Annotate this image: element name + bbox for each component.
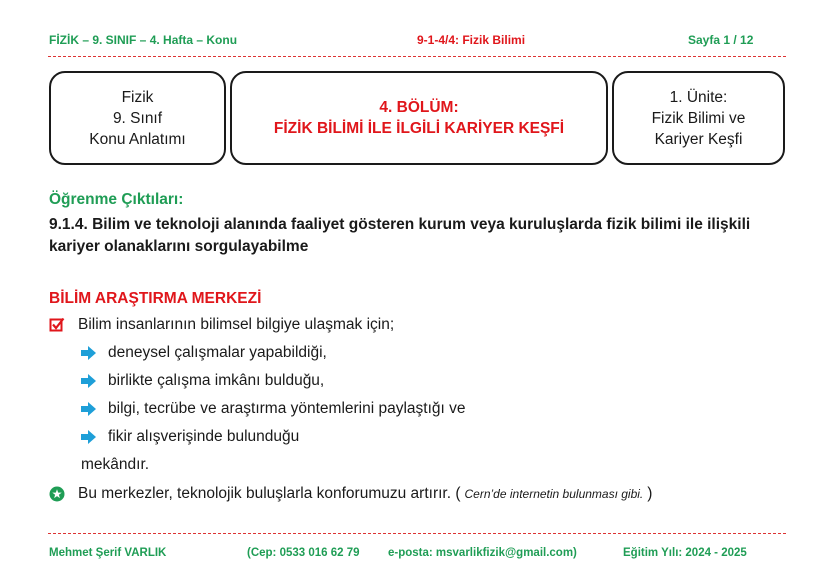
list-item <box>81 372 324 390</box>
point-line <box>49 485 652 503</box>
list-item-text: deneysel çalışmalar yapabildiği, <box>108 344 327 361</box>
course-box <box>49 71 226 165</box>
arrow-right-icon <box>81 346 96 360</box>
header-divider <box>48 56 786 57</box>
unit-name-line2: Kariyer Keşfi <box>654 130 743 148</box>
course-type: Konu Anlatımı <box>89 130 186 148</box>
arrow-right-icon <box>81 430 96 444</box>
unit-number: 1. Ünite: <box>669 88 728 106</box>
list-item-text: bilgi, tecrübe ve araştırma yöntemlerini paylaştığı ve <box>108 400 466 417</box>
unit-box <box>612 71 785 165</box>
star-circle-icon <box>49 486 65 502</box>
section-title: BİLİM ARAŞTIRMA MERKEZİ <box>49 290 262 307</box>
arrow-right-icon <box>81 374 96 388</box>
chapter-number: 4. BÖLÜM: <box>379 99 459 116</box>
chapter-box <box>230 71 608 165</box>
intro-text: Bilim insanlarının bilimsel bilgiye ulaşmak için; <box>78 316 395 333</box>
tail-text: mekândır. <box>81 456 150 473</box>
unit-name-line1: Fizik Bilimi ve <box>651 109 746 127</box>
list-item <box>81 344 327 362</box>
header-center: 9-1-4/4: Fizik Bilimi <box>417 33 526 47</box>
list-item-text: fikir alışverişinde bulunduğu <box>108 428 300 445</box>
footer-author: Mehmet Şerif VARLIK <box>49 547 167 559</box>
footer-divider <box>48 533 786 534</box>
point-text: Bu merkezler, teknolojik buluşlarla konforumuzu artırır. ( <box>78 485 461 502</box>
page-number: Sayfa 1 / 12 <box>688 33 754 47</box>
point-close: ) <box>647 485 653 502</box>
point-note: Cern’de internetin bulunması gibi. <box>464 487 644 501</box>
footer-email: e-posta: msvarlikfizik@gmail.com) <box>388 547 577 559</box>
checked-box-icon <box>49 317 65 333</box>
list-item-text: birlikte çalışma imkânı bulduğu, <box>108 372 325 389</box>
list-item <box>81 428 299 446</box>
intro-line <box>49 316 394 334</box>
chapter-title: FİZİK BİLİMİ İLE İLGİLİ KARİYER KEŞFİ <box>273 120 565 137</box>
arrow-right-icon <box>81 402 96 416</box>
list-item <box>81 400 466 418</box>
course-grade: 9. Sınıf <box>112 109 163 127</box>
footer-year: Eğitim Yılı: 2024 - 2025 <box>623 547 747 559</box>
header-left: FİZİK – 9. SINIF – 4. Hafta – Konu <box>49 33 238 47</box>
outcomes-text: 9.1.4. Bilim ve teknoloji alanında faaliyet gösteren kurum veya kuruluşlarda fizik bilimi ile ilişkili kariyer olanaklarını sorgulayabilme <box>49 216 751 255</box>
footer-phone: (Cep: 0533 016 62 79 <box>247 547 360 559</box>
course-subject: Fizik <box>121 88 154 106</box>
outcomes-title: Öğrenme Çıktıları: <box>49 191 184 208</box>
